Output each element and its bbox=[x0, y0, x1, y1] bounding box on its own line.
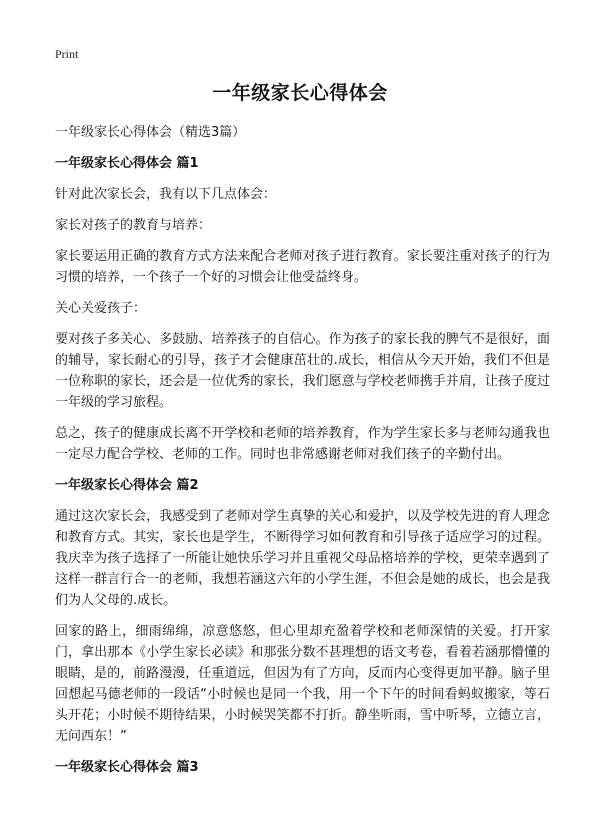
section-2 bbox=[55, 475, 550, 747]
document-body bbox=[55, 122, 550, 788]
intro-line: 一年级家长心得体会（精选3篇） bbox=[55, 125, 246, 140]
section-heading: 一年级家长心得体会 篇3 bbox=[55, 760, 199, 775]
section-heading: 一年级家长心得体会 篇1 bbox=[55, 156, 199, 171]
print-link[interactable]: Print bbox=[55, 47, 79, 61]
paragraph: 回家的路上，细雨绵绵，凉意悠悠，但心里却充盈着学校和老师深情的关爱。打开家门，拿出那本《小学生家长必读》和那张分数不甚理想的语文考卷，看着若涵那懵懂的眼睛，是的，前路漫漫，任重道远，但因为有了方向，反而内心变得更加平静。脑子里回想起马德老师的一段话“小时候也是同一个我，用一个下午的时间看蚂蚁搬家，等石头开花；小时候不期待结果，小时候哭笑都不打折。静坐听雨，雪中听琴，立德立言，无问西东！” bbox=[55, 624, 550, 744]
paragraph: 总之，孩子的健康成长离不开学校和老师的培养教育，作为学生家长多与老师勾通我也一定尽力配合学校、老师的工作。同时也非常感谢老师对我们孩子的辛勤付出。 bbox=[55, 426, 550, 462]
paragraph: 针对此次家长会，我有以下几点体会： bbox=[55, 187, 277, 202]
section-heading: 一年级家长心得体会 篇2 bbox=[55, 478, 199, 493]
section-1 bbox=[55, 153, 550, 465]
document-title: 一年级家长心得体会 bbox=[212, 82, 388, 104]
paragraph: 要对孩子多关心、多鼓励、培养孩子的自信心。作为孩子的家长我的脾气不是很好，面的辅导，家长耐心的引导，孩子才会健康茁壮的.成长，相信从今天开始，我们不但是一位称职的家长，还会是一位优秀的家长，我们愿意与学校老师携手并肩，让孩子度过一年级的学习旅程。 bbox=[55, 332, 550, 410]
paragraph: 家长对孩子的教育与培养： bbox=[55, 218, 212, 233]
paragraph: 家长要运用正确的教育方式方法来配合老师对孩子进行教育。家长要注重对孩子的行为习惯的培养，一个孩子一个好的习惯会让他受益终身。 bbox=[55, 249, 550, 285]
section-3 bbox=[55, 757, 550, 778]
paragraph: 通过这次家长会，我感受到了老师对学生真挚的关心和爱护，以及学校先进的育人理念和教育方式。其实，家长也是学生，不断得学习如何教育和引导孩子适应学习的过程。我庆幸为孩子选择了一所能让她快乐学习并且重视父母品格培养的学校，更荣幸遇到了这样一群言行合一的老师，我想若涵这六年的小学生涯，不但会是她的成长，也会是我们为人父母的.成长。 bbox=[55, 509, 550, 608]
paragraph: 关心关爱孩子： bbox=[55, 301, 147, 316]
